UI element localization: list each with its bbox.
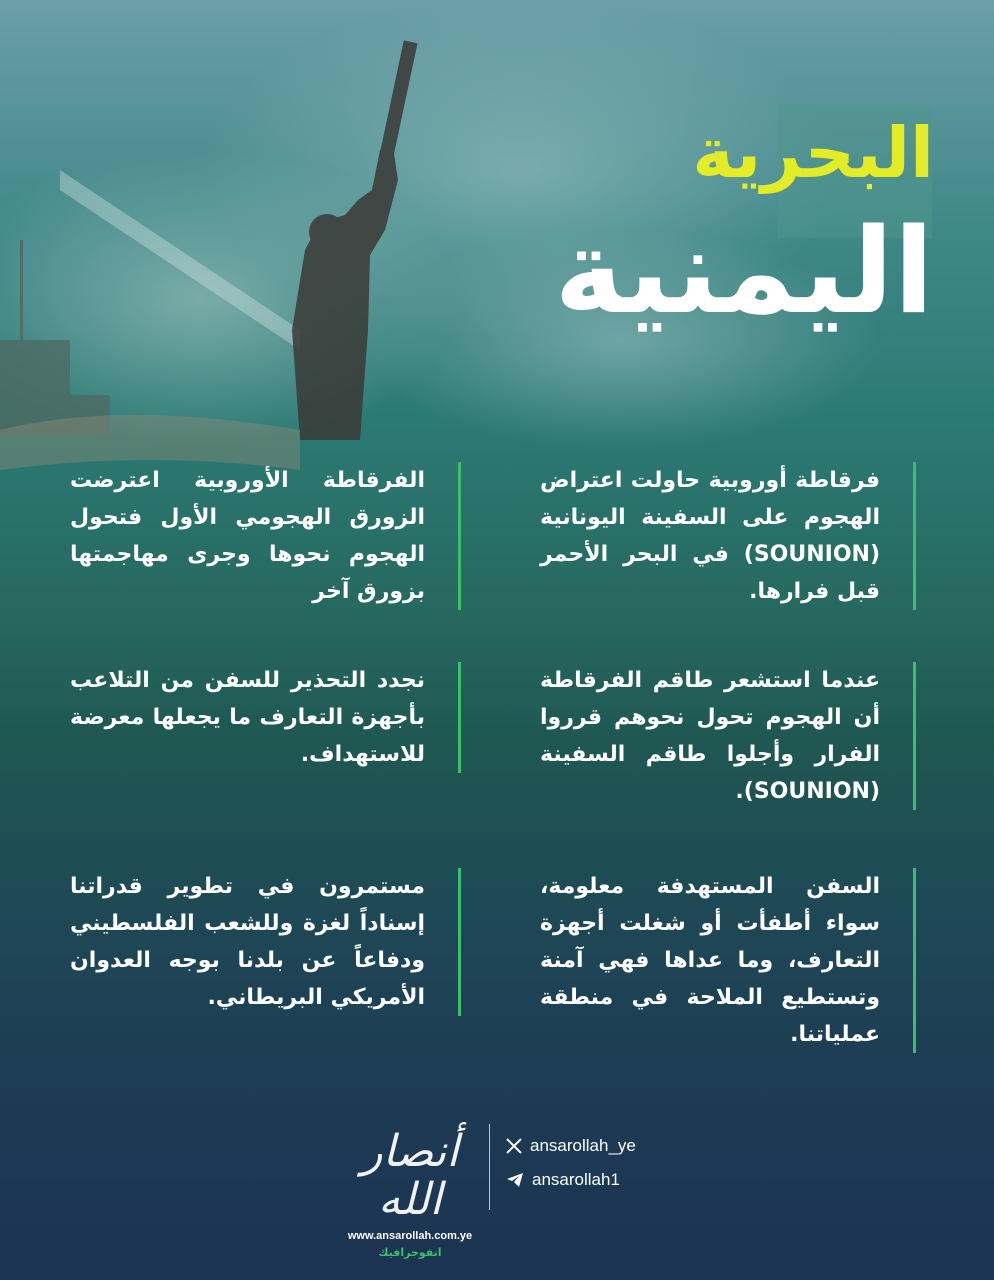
- info-text: السفن المستهدفة معلومة، سواء أطفأت أو شغلت أجهزة التعارف، وما عداها فهي آمنة وتستطيع الملاحة في منطقة عملياتنا.: [540, 874, 880, 1047]
- x-icon: [506, 1138, 522, 1154]
- info-text: فرقاطة أوروبية حاولت اعتراض الهجوم على السفينة اليونانية (SOUNION) في البحر الأحمر قبل فرارها.: [540, 468, 880, 604]
- info-block-left-3: [70, 868, 461, 1016]
- info-text: مستمرون في تطوير قدراتنا إسناداً لغزة وللشعب الفلسطيني ودفاعاً عن بلدنا بوجه العدوان الأمريكي البريطاني.: [70, 874, 425, 1010]
- info-text: نجدد التحذير للسفن من التلاعب بأجهزة التعارف ما يجعلها معرضة للاستهداف.: [70, 668, 425, 767]
- accent-bar: [458, 462, 461, 610]
- accent-bar: [913, 662, 916, 810]
- title-line-1: البحرية: [692, 112, 934, 194]
- title-line-2: اليمنية: [554, 202, 934, 340]
- telegram-handle: ansarollah1: [532, 1170, 620, 1189]
- telegram-icon: [506, 1172, 524, 1188]
- info-block-right-1: [540, 462, 916, 610]
- info-block-right-3: [540, 868, 916, 1053]
- telegram-social-link[interactable]: [506, 1170, 620, 1190]
- logo-calligraphy: أنصار الله: [361, 1126, 459, 1225]
- accent-bar: [458, 868, 461, 1016]
- ansarollah-logo: [344, 1106, 476, 1259]
- x-social-link[interactable]: [506, 1136, 636, 1156]
- accent-bar: [913, 462, 916, 610]
- info-text: عندما استشعر طاقم الفرقاطة أن الهجوم تحول نحوهم قرروا الفرار وأجلوا طاقم السفينة (SOUNION).: [540, 668, 880, 804]
- accent-bar: [458, 662, 461, 773]
- infographic-tagline: انفوجرافيك: [378, 1246, 442, 1259]
- info-block-right-2: [540, 662, 916, 810]
- accent-bar: [913, 868, 916, 1053]
- info-text: الفرقاطة الأوروبية اعترضت الزورق الهجومي الأول فتحول الهجوم نحوها وجرى مهاجمتها بزورق آخر: [70, 468, 425, 604]
- footer: [0, 1100, 994, 1259]
- x-handle: ansarollah_ye: [530, 1136, 636, 1155]
- website-url[interactable]: www.ansarollah.com.ye: [347, 1230, 473, 1242]
- info-block-left-1: [70, 462, 461, 610]
- footer-divider: [489, 1124, 490, 1210]
- info-block-left-2: [70, 662, 461, 773]
